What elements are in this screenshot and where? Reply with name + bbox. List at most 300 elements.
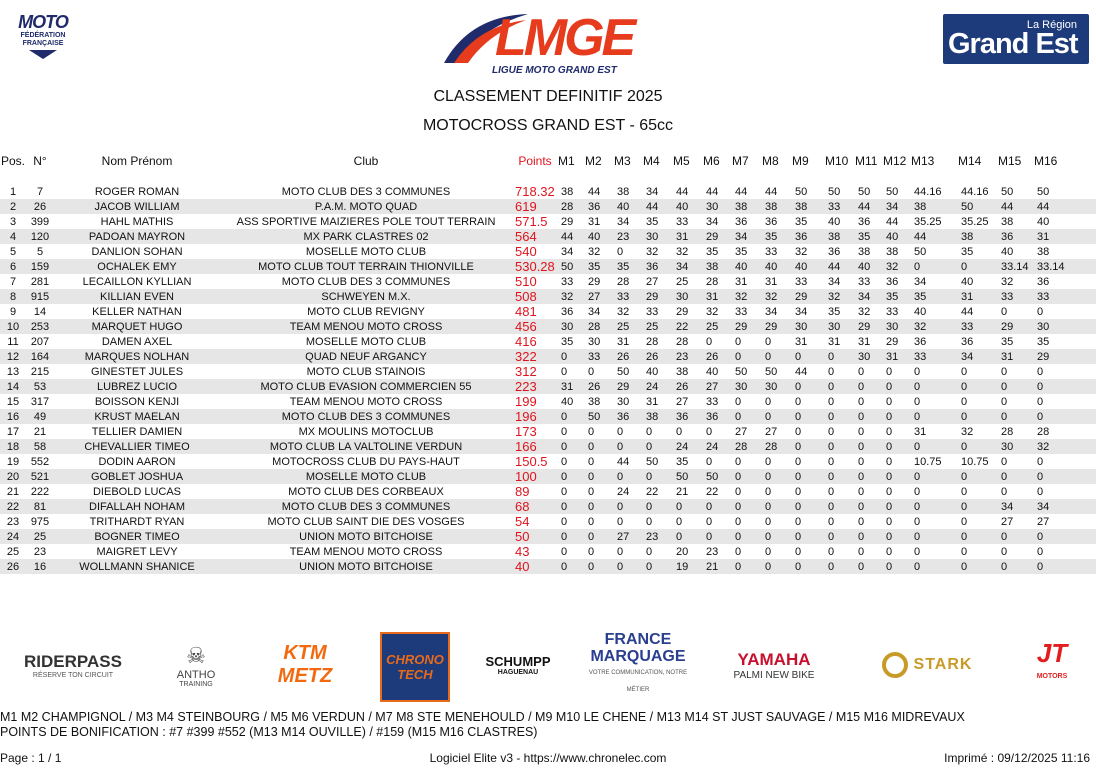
table-cell: 0 [911, 499, 958, 514]
table-cell: KELLER NATHAN [54, 304, 220, 319]
table-cell: 35.25 [911, 214, 958, 229]
table-cell: 34 [732, 229, 762, 244]
table-cell: 30 [855, 349, 883, 364]
table-cell: 0 [998, 529, 1034, 544]
antho-mask-icon: ☠ [186, 642, 206, 668]
table-cell: 35 [643, 214, 673, 229]
table-cell: 31 [585, 214, 614, 229]
table-cell: 0 [732, 499, 762, 514]
table-cell: 21 [0, 484, 26, 499]
table-cell: 33 [911, 349, 958, 364]
table-cell: 0 [825, 394, 855, 409]
table-cell: 0 [762, 409, 792, 424]
table-cell: 30 [703, 199, 732, 214]
table-cell: 0 [732, 514, 762, 529]
table-cell: 38 [732, 199, 762, 214]
table-cell: 38 [762, 199, 792, 214]
table-cell: TELLIER DAMIEN [54, 424, 220, 439]
table-cell: 40 [614, 199, 643, 214]
table-cell: 50 [825, 184, 855, 199]
table-cell: 30 [825, 319, 855, 334]
table-cell: 30 [643, 229, 673, 244]
table-cell: 10.75 [958, 454, 998, 469]
table-cell: 317 [26, 394, 54, 409]
table-cell: 29 [1034, 349, 1096, 364]
column-header: M14 [958, 154, 982, 168]
table-cell: 4 [0, 229, 26, 244]
table-cell: 22 [0, 499, 26, 514]
table-cell: 399 [26, 214, 54, 229]
table-cell: 22 [643, 484, 673, 499]
table-cell: 44 [855, 199, 883, 214]
table-cell: 0 [558, 364, 585, 379]
table-cell: 40 [512, 559, 558, 574]
table-cell: 50 [855, 184, 883, 199]
table-cell: 6 [0, 259, 26, 274]
table-cell: 0 [998, 304, 1034, 319]
table-cell: 33 [762, 244, 792, 259]
table-cell: 35 [614, 259, 643, 274]
table-cell: 38 [558, 184, 585, 199]
table-cell: 0 [825, 349, 855, 364]
table-cell: 23 [643, 529, 673, 544]
table-cell: 0 [825, 544, 855, 559]
table-cell: 31 [998, 349, 1034, 364]
table-cell: 40 [558, 394, 585, 409]
table-cell: PADOAN MAYRON [54, 229, 220, 244]
table-cell: 36 [643, 259, 673, 274]
table-cell: 0 [855, 544, 883, 559]
table-cell: 0 [762, 499, 792, 514]
table-cell: 50 [558, 259, 585, 274]
table-cell: 33 [998, 289, 1034, 304]
table-cell: 215 [26, 364, 54, 379]
table-cell: 38 [792, 199, 825, 214]
table-cell: 58 [26, 439, 54, 454]
table-cell: 0 [703, 529, 732, 544]
table-cell: 28 [998, 424, 1034, 439]
table-cell: 0 [911, 394, 958, 409]
column-header: M3 [614, 154, 631, 168]
table-cell: 0 [883, 484, 911, 499]
table-cell: GOBLET JOSHUA [54, 469, 220, 484]
table-cell: DIEBOLD LUCAS [54, 484, 220, 499]
table-cell: 0 [703, 454, 732, 469]
table-cell: 0 [792, 559, 825, 574]
table-cell: 33 [883, 304, 911, 319]
table-cell: 44 [585, 184, 614, 199]
table-cell: MOTO CLUB LA VALTOLINE VERDUN [220, 439, 512, 454]
table-cell: 32 [792, 244, 825, 259]
table-cell: 33 [855, 274, 883, 289]
table-cell: 35 [585, 259, 614, 274]
table-cell: 31 [732, 274, 762, 289]
table-cell: 50 [1034, 184, 1096, 199]
table-cell: 26 [673, 379, 703, 394]
table-cell: 0 [558, 514, 585, 529]
jt-motors-logo: JT MOTORS [1036, 638, 1068, 680]
table-cell: 29 [855, 319, 883, 334]
table-cell: 31 [825, 334, 855, 349]
table-cell: 0 [762, 514, 792, 529]
table-cell: 14 [26, 304, 54, 319]
table-cell: 32 [855, 304, 883, 319]
table-cell: 33.14 [1034, 259, 1096, 274]
table-cell: 34 [1034, 499, 1096, 514]
table-cell: 0 [558, 529, 585, 544]
table-cell: 40 [673, 199, 703, 214]
page-subtitle: MOTOCROSS GRAND EST - 65cc [422, 117, 674, 134]
table-cell: 322 [512, 349, 558, 364]
table-cell: 0 [558, 424, 585, 439]
table-cell: 89 [512, 484, 558, 499]
table-cell: 0 [958, 394, 998, 409]
table-cell: 44 [883, 214, 911, 229]
table-cell: 0 [883, 409, 911, 424]
column-header: Points [518, 154, 552, 168]
table-cell: 35 [825, 304, 855, 319]
table-row [0, 199, 1096, 214]
table-cell: 50 [792, 184, 825, 199]
table-cell: 35 [855, 229, 883, 244]
table-cell: 0 [762, 559, 792, 574]
table-cell: 28 [643, 334, 673, 349]
table-cell: 0 [883, 379, 911, 394]
table-cell: 0 [1034, 304, 1096, 319]
table-cell: 0 [558, 559, 585, 574]
table-cell: 0 [958, 379, 998, 394]
table-cell: 0 [958, 439, 998, 454]
table-cell: 36 [911, 334, 958, 349]
table-cell: 0 [958, 529, 998, 544]
table-cell: 27 [732, 424, 762, 439]
table-cell: 5 [0, 244, 26, 259]
table-cell: 0 [614, 439, 643, 454]
table-cell: 0 [911, 469, 958, 484]
table-cell: 32 [558, 289, 585, 304]
table-header-row [0, 152, 1096, 170]
table-cell: 33 [643, 304, 673, 319]
table-cell: 0 [855, 529, 883, 544]
table-cell: 29 [883, 334, 911, 349]
table-cell: 521 [26, 469, 54, 484]
table-cell: MOTO CLUB DES 3 COMMUNES [220, 184, 512, 199]
table-cell: 0 [732, 484, 762, 499]
table-cell: 11 [0, 334, 26, 349]
table-cell: 0 [585, 454, 614, 469]
table-cell: 0 [883, 364, 911, 379]
table-cell: 0 [673, 529, 703, 544]
table-cell: 33 [558, 274, 585, 289]
table-cell: 31 [703, 289, 732, 304]
table-cell: 21 [673, 484, 703, 499]
table-cell: 32 [1034, 439, 1096, 454]
table-cell: 36 [558, 304, 585, 319]
table-cell: 0 [762, 349, 792, 364]
table-cell: 29 [673, 304, 703, 319]
table-cell: 166 [512, 439, 558, 454]
table-cell: 0 [792, 544, 825, 559]
table-cell: 27 [585, 289, 614, 304]
table-cell: 0 [585, 469, 614, 484]
column-header: Club [353, 154, 379, 168]
table-cell: MOSELLE MOTO CLUB [220, 244, 512, 259]
column-header: M11 [855, 154, 878, 168]
table-cell: 0 [825, 529, 855, 544]
table-cell: 40 [825, 214, 855, 229]
table-cell: 0 [998, 484, 1034, 499]
table-cell: 23 [26, 544, 54, 559]
table-row [0, 484, 1096, 499]
table-cell: 50 [673, 469, 703, 484]
table-cell: 24 [643, 379, 673, 394]
table-cell: 44 [614, 454, 643, 469]
table-row [0, 334, 1096, 349]
table-cell: 32 [585, 244, 614, 259]
table-cell: 36 [855, 214, 883, 229]
table-cell: 28 [703, 274, 732, 289]
page-number: Page : 1 / 1 [0, 751, 62, 765]
region-grand-est-logo: La Région Grand Est [943, 14, 1089, 64]
table-cell: 0 [1034, 544, 1096, 559]
table-cell: 29 [585, 274, 614, 289]
table-cell: 0 [585, 514, 614, 529]
table-cell: 0 [614, 499, 643, 514]
riderpass-logo: RIDERPASS RÉSERVE TON CIRCUIT [24, 651, 122, 679]
table-cell: 50 [614, 364, 643, 379]
table-cell: 40 [762, 259, 792, 274]
table-cell: 27 [673, 394, 703, 409]
table-cell: 0 [998, 409, 1034, 424]
table-cell: 38 [703, 259, 732, 274]
table-cell: 32 [614, 304, 643, 319]
table-cell: 31 [792, 334, 825, 349]
table-cell: 0 [1034, 484, 1096, 499]
stark-logo: STARK [868, 630, 986, 700]
antho-training-logo: ☠ ANTHO TRAINING [176, 642, 216, 688]
table-cell: 40 [703, 364, 732, 379]
table-cell: 0 [585, 529, 614, 544]
table-cell: 564 [512, 229, 558, 244]
table-cell: 0 [792, 469, 825, 484]
table-cell: 27 [762, 424, 792, 439]
table-cell: UNION MOTO BITCHOISE [220, 559, 512, 574]
table-cell: 50 [643, 454, 673, 469]
table-cell: 0 [585, 559, 614, 574]
table-cell: 0 [558, 469, 585, 484]
table-cell: MOTO CLUB DES 3 COMMUNES [220, 274, 512, 289]
table-cell: 34 [825, 274, 855, 289]
table-cell: 36 [673, 409, 703, 424]
table-cell: 510 [512, 274, 558, 289]
table-cell: 28 [762, 439, 792, 454]
table-cell: 0 [825, 454, 855, 469]
table-cell: 0 [855, 559, 883, 574]
table-row [0, 499, 1096, 514]
table-cell: 36 [585, 199, 614, 214]
table-cell: 0 [855, 454, 883, 469]
table-cell: 223 [512, 379, 558, 394]
table-cell: 54 [512, 514, 558, 529]
table-cell: 0 [703, 499, 732, 514]
table-cell: 0 [703, 514, 732, 529]
table-cell: 0 [643, 499, 673, 514]
table-cell: 27 [614, 529, 643, 544]
table-cell: 38 [1034, 244, 1096, 259]
table-cell: 32 [911, 319, 958, 334]
table-cell: 0 [792, 514, 825, 529]
sponsor-banner [0, 630, 1096, 702]
table-cell: 15 [0, 394, 26, 409]
table-cell: 44 [825, 259, 855, 274]
table-cell: 31 [762, 274, 792, 289]
table-cell: 36 [883, 274, 911, 289]
table-cell: 50 [512, 529, 558, 544]
table-cell: 44 [673, 184, 703, 199]
table-cell: 0 [614, 469, 643, 484]
table-row [0, 394, 1096, 409]
table-cell: 0 [855, 469, 883, 484]
table-cell: 68 [512, 499, 558, 514]
table-cell: TRITHARDT RYAN [54, 514, 220, 529]
table-cell: 32 [958, 424, 998, 439]
table-cell: 30 [1034, 319, 1096, 334]
table-cell: MOTO CLUB EVASION COMMERCIEN 55 [220, 379, 512, 394]
yamaha-logo: YAMAHA PALMI NEW BIKE [733, 649, 815, 681]
table-cell: 30 [585, 334, 614, 349]
table-cell: 0 [1034, 364, 1096, 379]
table-cell: 0 [792, 349, 825, 364]
table-cell: 164 [26, 349, 54, 364]
table-cell: 50 [911, 244, 958, 259]
table-cell: 0 [614, 424, 643, 439]
table-cell: 0 [855, 424, 883, 439]
table-cell: 0 [998, 379, 1034, 394]
table-cell: 44.16 [911, 184, 958, 199]
table-cell: 571.5 [512, 214, 558, 229]
table-cell: 35 [911, 289, 958, 304]
table-cell: 0 [998, 394, 1034, 409]
table-cell: 31 [1034, 229, 1096, 244]
column-header: M9 [792, 154, 809, 168]
table-cell: 0 [732, 469, 762, 484]
table-cell: 0 [643, 559, 673, 574]
table-cell: 38 [998, 214, 1034, 229]
table-cell: 0 [825, 484, 855, 499]
table-cell: 17 [0, 424, 26, 439]
table-cell: 0 [883, 544, 911, 559]
table-row [0, 514, 1096, 529]
table-cell: 44 [643, 199, 673, 214]
table-cell: 0 [911, 259, 958, 274]
table-cell: 0 [883, 559, 911, 574]
table-cell: WOLLMANN SHANICE [54, 559, 220, 574]
table-cell: 540 [512, 244, 558, 259]
table-cell: 32 [673, 244, 703, 259]
table-cell: 24 [614, 484, 643, 499]
table-cell: 19 [673, 559, 703, 574]
table-cell: 0 [855, 439, 883, 454]
table-cell: 50 [883, 184, 911, 199]
table-cell: 38 [673, 364, 703, 379]
table-cell: 33 [1034, 289, 1096, 304]
table-cell: 32 [762, 289, 792, 304]
ffm-logo: MOTO FÉDÉRATION FRANÇAISE [6, 12, 80, 68]
table-cell: 0 [825, 364, 855, 379]
table-cell: 16 [26, 559, 54, 574]
table-cell: 0 [883, 529, 911, 544]
table-cell: 81 [26, 499, 54, 514]
table-cell: 0 [958, 559, 998, 574]
table-cell: DAMEN AXEL [54, 334, 220, 349]
table-cell: 0 [792, 529, 825, 544]
stark-ring-icon [882, 652, 908, 678]
table-cell: 0 [643, 469, 673, 484]
table-row [0, 274, 1096, 289]
table-cell: 0 [558, 454, 585, 469]
table-cell: SCHWEYEN M.X. [220, 289, 512, 304]
table-cell: 0 [614, 559, 643, 574]
table-cell: 36 [732, 214, 762, 229]
table-cell: 29 [614, 379, 643, 394]
column-header: M6 [703, 154, 720, 168]
table-cell: 0 [958, 469, 998, 484]
table-cell: 21 [26, 424, 54, 439]
table-cell: TEAM MENOU MOTO CROSS [220, 544, 512, 559]
table-cell: 33 [958, 319, 998, 334]
table-cell: 36 [1034, 274, 1096, 289]
table-cell: 44 [558, 229, 585, 244]
table-cell: 34 [643, 184, 673, 199]
table-cell: 0 [998, 469, 1034, 484]
column-header: M4 [643, 154, 660, 168]
table-cell: 38 [585, 394, 614, 409]
table-cell: 32 [825, 289, 855, 304]
column-header: M16 [1034, 154, 1058, 168]
table-cell: 0 [1034, 454, 1096, 469]
table-cell: 35 [732, 244, 762, 259]
table-cell: 32 [703, 304, 732, 319]
table-cell: 0 [792, 439, 825, 454]
table-cell: MX PARK CLASTRES 02 [220, 229, 512, 244]
table-cell: 530.28 [512, 259, 558, 274]
table-cell: 50 [998, 184, 1034, 199]
table-cell: DODIN AARON [54, 454, 220, 469]
table-cell: 25 [643, 319, 673, 334]
table-cell: 0 [732, 559, 762, 574]
table-cell: 30 [614, 394, 643, 409]
table-cell: 53 [26, 379, 54, 394]
table-cell: TEAM MENOU MOTO CROSS [220, 394, 512, 409]
table-cell: 0 [585, 364, 614, 379]
table-cell: 10.75 [911, 454, 958, 469]
table-cell: 24 [703, 439, 732, 454]
table-cell: BOGNER TIMEO [54, 529, 220, 544]
table-cell: 0 [998, 544, 1034, 559]
table-cell: 29 [703, 229, 732, 244]
table-cell: 0 [614, 514, 643, 529]
table-cell: 975 [26, 514, 54, 529]
table-cell: 33 [703, 394, 732, 409]
table-cell: 0 [792, 424, 825, 439]
table-cell: KILLIAN EVEN [54, 289, 220, 304]
table-cell: 24 [673, 439, 703, 454]
table-row [0, 409, 1096, 424]
rounds-legend: M1 M2 CHAMPIGNOL / M3 M4 STEINBOURG / M5 M6 VERDUN / M7 M8 STE MENEHOULD / M9 M10 LE CHENE / M13 M14 ST JUST SAUVAGE / M15 M16 MIDREVAUX [0, 710, 965, 724]
table-cell: 0 [998, 454, 1034, 469]
table-cell: 173 [512, 424, 558, 439]
table-cell: 28 [585, 319, 614, 334]
